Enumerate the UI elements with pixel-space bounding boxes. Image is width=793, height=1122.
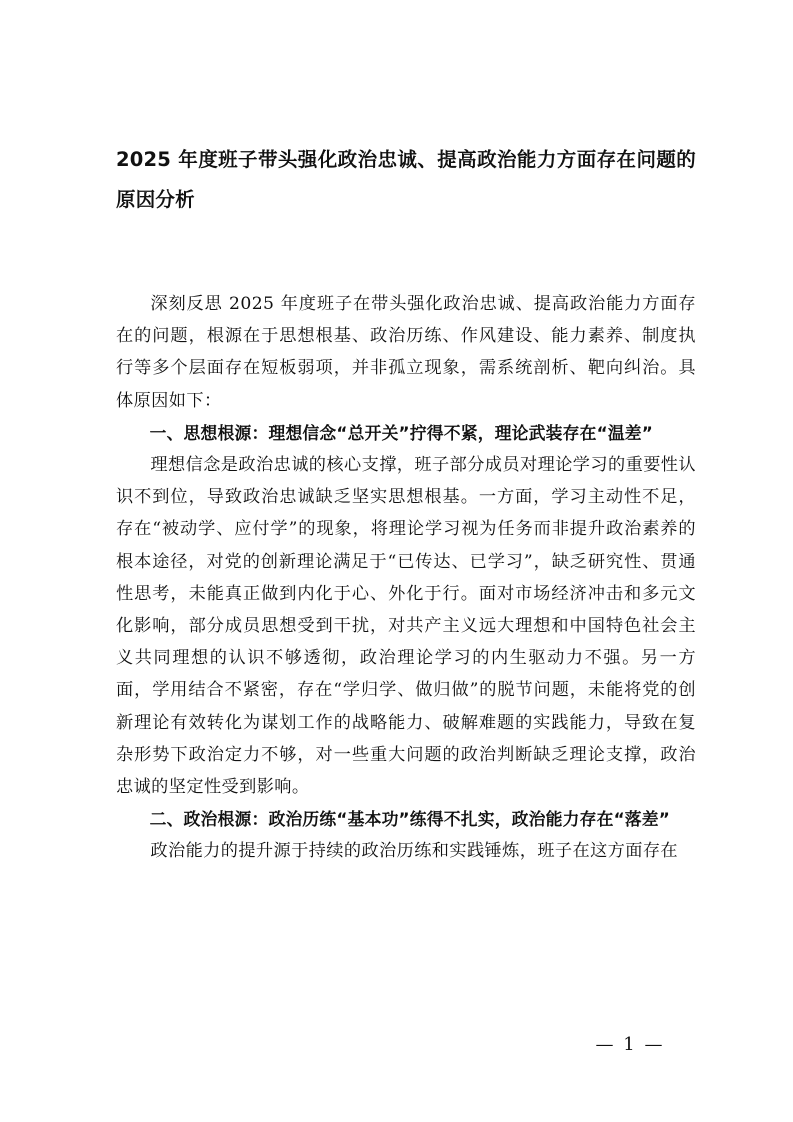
section-heading-1: 一、思想根源：理想信念“总开关”拧得不紧，理论武装存在“温差”	[149, 422, 654, 443]
intro-paragraph: 深刻反思 2025 年度班子在带头强化政治忠诚、提高政治能力方面存在的问题，根源在于思想根基、政治历练、作风建设、能力素养、制度执行等多个层面存在短板弱项，并非孤立现象，需系统剖析、靶向纠治。具体原因如下：	[116, 294, 696, 411]
section-body-2: 政治能力的提升源于持续的政治历练和实践锤炼，班子在这方面存在	[150, 841, 679, 862]
section-heading-2: 二、政治根源：政治历练“基本功”练得不扎实，政治能力存在“落差”	[149, 809, 670, 830]
document-content	[116, 140, 696, 868]
page-number: — 1 —	[595, 1034, 665, 1055]
section-body-1: 理想信念是政治忠诚的核心支撑，班子部分成员对理论学习的重要性认识不到位，导致政治忠诚缺乏坚实思想根基。一方面，学习主动性不足，存在“被动学、应付学”的现象，将理论学习视为任务而非提升政治素养的根本途径，对党的创新理论满足于“已传达、已学习”，缺乏研究性、贯通性思考，未能真正做到内化于心、外化于行。面对市场经济冲击和多元文化影响，部分成员思想受到干扰，对共产主义远大理想和中国特色社会主义共同理想的认识不够透彻，政治理论学习的内生驱动力不强。另一方面，学用结合不紧密，存在“学归学、做归做”的脱节问题，未能将党的创新理论有效转化为谋划工作的战略能力、破解难题的实践能力，导致在复杂形势下政治定力不够，对一些重大问题的政治判断缺乏理论支撑，政治忠诚的坚定性受到影响。	[116, 455, 696, 798]
document-title: 2025 年度班子带头强化政治忠诚、提高政治能力方面存在问题的原因分析	[116, 148, 696, 211]
